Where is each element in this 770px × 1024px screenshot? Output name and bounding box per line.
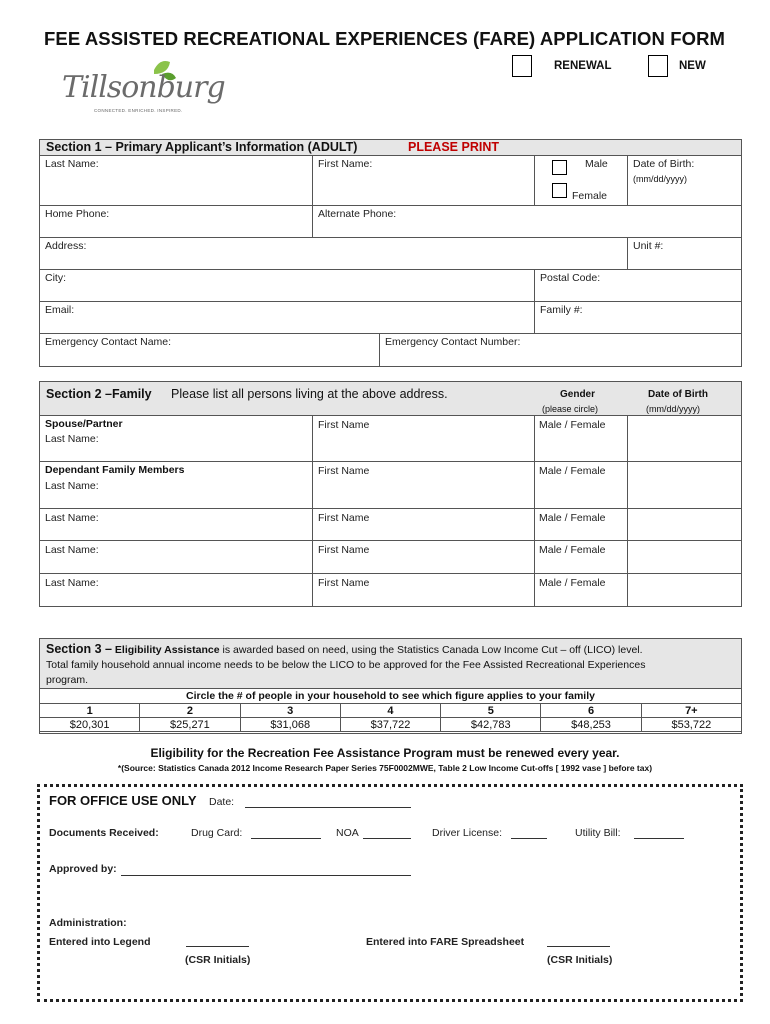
postal-code-field[interactable]	[535, 270, 741, 302]
dependant-last-name-field[interactable]	[40, 462, 313, 509]
size-3[interactable]: 3	[240, 704, 340, 718]
size-5[interactable]: 5	[441, 704, 541, 718]
dependant-gender-field[interactable]	[535, 462, 628, 509]
dob-subheading: (mm/dd/yyyy)	[646, 404, 700, 414]
spouse-dob-field[interactable]	[628, 416, 741, 462]
member-4-last-name-field[interactable]	[40, 541, 313, 574]
member-5-first-name-field[interactable]	[313, 574, 535, 606]
section-2-header	[40, 382, 741, 416]
city-label: City:	[45, 272, 66, 284]
form-title: FEE ASSISTED RECREATIONAL EXPERIENCES (FARE) APPLICATION FORM	[44, 28, 726, 49]
emergency-name-label: Emergency Contact Name:	[45, 336, 172, 348]
amount-4: $37,722	[340, 718, 440, 732]
driver-license-line[interactable]	[511, 838, 547, 839]
member-3-dob-field[interactable]	[628, 509, 741, 541]
email-label: Email:	[45, 304, 75, 316]
last-name-label: Last Name:	[45, 433, 99, 445]
noa-line[interactable]	[363, 838, 411, 839]
spouse-last-name-field[interactable]	[40, 416, 313, 462]
section-2-instruction: Please list all persons living at the above address.	[171, 387, 448, 401]
address-field[interactable]	[40, 238, 628, 270]
drug-card-label: Drug Card:	[191, 827, 243, 839]
income-row	[40, 718, 742, 732]
section-2-heading: Section 2 –Family	[46, 387, 152, 401]
member-4-dob-field[interactable]	[628, 541, 741, 574]
first-name-label: First Name:	[318, 158, 373, 170]
member-5-gender-field[interactable]	[535, 574, 628, 606]
legend-csr-label: (CSR Initials)	[185, 954, 251, 966]
member-3-first-name-field[interactable]	[313, 509, 535, 541]
entered-legend-label: Entered into Legend	[49, 936, 151, 948]
logo-wordmark: Tillsonburg	[62, 70, 225, 105]
gender-options: Male / Female	[539, 512, 606, 524]
amount-3: $31,068	[240, 718, 340, 732]
spouse-first-name-field[interactable]	[313, 416, 535, 462]
office-use-title: FOR OFFICE USE ONLY	[49, 793, 197, 808]
last-name-label: Last Name:	[45, 577, 99, 589]
member-5-dob-field[interactable]	[628, 574, 741, 606]
new-label: NEW	[679, 60, 706, 72]
amount-5: $42,783	[441, 718, 541, 732]
office-date-line[interactable]	[245, 807, 411, 808]
renewal-label: RENEWAL	[554, 60, 612, 72]
eligibility-text-1: is awarded based on need, using the Statistics Canada Low Income Cut – off (LICO) level.	[222, 644, 643, 656]
size-4[interactable]: 4	[340, 704, 440, 718]
please-print-label: PLEASE PRINT	[408, 140, 499, 154]
male-checkbox[interactable]	[552, 160, 567, 175]
utility-bill-label: Utility Bill:	[575, 827, 621, 839]
office-date-label: Date:	[209, 796, 235, 808]
size-1[interactable]: 1	[40, 704, 140, 718]
section-1	[39, 139, 742, 367]
office-use-section	[37, 784, 743, 1002]
home-phone-field[interactable]	[40, 206, 313, 238]
alt-phone-label: Alternate Phone:	[318, 208, 397, 220]
first-name-label: First Name	[318, 419, 370, 431]
amount-1: $20,301	[40, 718, 140, 732]
email-field[interactable]	[40, 302, 535, 334]
dependants-label: Dependant Family Members	[45, 464, 185, 476]
gender-subheading: (please circle)	[542, 404, 599, 414]
gender-cell	[535, 156, 628, 206]
gender-options: Male / Female	[539, 465, 606, 477]
first-name-field[interactable]	[313, 156, 535, 206]
unit-label: Unit #:	[633, 240, 664, 252]
new-checkbox[interactable]	[648, 55, 668, 77]
first-name-label: First Name	[318, 544, 370, 556]
amount-2: $25,271	[140, 718, 240, 732]
home-phone-label: Home Phone:	[45, 208, 110, 220]
eligibility-text-3: program.	[46, 674, 89, 686]
spouse-label: Spouse/Partner	[45, 418, 123, 430]
section-1-heading: Section 1 – Primary Applicant’s Information (ADULT)	[46, 140, 358, 154]
driver-license-label: Driver License:	[432, 827, 503, 839]
administration-label: Administration:	[49, 917, 127, 929]
male-label: Male	[585, 158, 608, 170]
noa-label: NOA	[336, 827, 359, 839]
size-6[interactable]: 6	[541, 704, 641, 718]
dob-field[interactable]	[628, 156, 741, 206]
source-note: *(Source: Statistics Canada 2012 Income Research Paper Series 75F0002MWE, Table 2 Low Income Cut-offs [ 1992 vase ] before tax)	[117, 763, 653, 773]
section-2	[39, 381, 742, 607]
dob-heading: Date of Birth	[648, 389, 708, 400]
utility-bill-line[interactable]	[634, 838, 684, 839]
entered-spreadsheet-label: Entered into FARE Spreadsheet	[366, 936, 525, 948]
family-number-label: Family #:	[540, 304, 583, 316]
alt-phone-field[interactable]	[313, 206, 741, 238]
eligibility-assistance-label: Eligibility Assistance	[114, 644, 220, 656]
approved-by-line[interactable]	[121, 875, 411, 876]
last-name-field[interactable]	[40, 156, 313, 206]
member-4-gender-field[interactable]	[535, 541, 628, 574]
size-2[interactable]: 2	[140, 704, 240, 718]
section-3-line-1	[46, 642, 643, 656]
first-name-label: First Name	[318, 512, 370, 524]
member-3-last-name-field[interactable]	[40, 509, 313, 541]
emergency-number-field[interactable]	[380, 334, 741, 366]
family-number-field[interactable]	[535, 302, 741, 334]
member-3-gender-field[interactable]	[535, 509, 628, 541]
unit-field[interactable]	[628, 238, 741, 270]
member-4-first-name-field[interactable]	[313, 541, 535, 574]
spouse-gender-field[interactable]	[535, 416, 628, 462]
household-size-row	[40, 704, 742, 718]
gender-options: Male / Female	[539, 577, 606, 589]
female-label: Female	[572, 190, 608, 202]
female-checkbox[interactable]	[552, 183, 567, 198]
approved-by-label: Approved by:	[49, 863, 117, 875]
section-3	[39, 638, 742, 734]
gender-options: Male / Female	[539, 419, 606, 431]
first-name-label: First Name	[318, 577, 370, 589]
drug-card-line[interactable]	[251, 838, 321, 839]
logo-tagline: CONNECTED. ENRICHED. INSPIRED.	[94, 108, 183, 113]
size-7plus[interactable]: 7+	[641, 704, 741, 718]
last-name-label: Last Name:	[45, 544, 99, 556]
amount-6: $48,253	[541, 718, 641, 732]
eligibility-text-2: Total family household annual income needs to be below the LICO to be approved for the Fee Assisted Recreational Experiences	[46, 659, 646, 671]
member-5-last-name-field[interactable]	[40, 574, 313, 606]
tillsonburg-logo	[50, 56, 225, 126]
renewal-checkbox[interactable]	[512, 55, 532, 77]
amount-7plus: $53,722	[641, 718, 741, 732]
renewal-note: Eligibility for the Recreation Fee Assistance Program must be renewed every year.	[150, 746, 620, 760]
household-instruction: Circle the # of people in your household to see which figure applies to your family	[40, 688, 741, 703]
postal-code-label: Postal Code:	[540, 272, 601, 284]
address-label: Address:	[45, 240, 87, 252]
dependant-first-name-field[interactable]	[313, 462, 535, 509]
first-name-label: First Name	[318, 465, 370, 477]
dob-format: (mm/dd/yyyy)	[633, 174, 687, 184]
gender-heading: Gender	[560, 389, 596, 400]
emergency-name-field[interactable]	[40, 334, 380, 366]
documents-received-label: Documents Received:	[49, 827, 159, 839]
dependant-dob-field[interactable]	[628, 462, 741, 509]
last-name-label: Last Name:	[45, 512, 99, 524]
section-1-header	[40, 140, 741, 156]
emergency-number-label: Emergency Contact Number:	[385, 336, 521, 348]
last-name-label: Last Name:	[45, 480, 99, 492]
legend-initials-line[interactable]	[186, 946, 249, 947]
spreadsheet-initials-line[interactable]	[547, 946, 610, 947]
income-table	[39, 703, 742, 732]
last-name-label: Last Name:	[45, 158, 99, 170]
city-field[interactable]	[40, 270, 535, 302]
gender-options: Male / Female	[539, 544, 606, 556]
section-3-header	[40, 639, 741, 688]
section-3-heading: Section 3 –	[46, 642, 112, 656]
spreadsheet-csr-label: (CSR Initials)	[547, 954, 613, 966]
dob-label: Date of Birth:	[633, 158, 695, 170]
